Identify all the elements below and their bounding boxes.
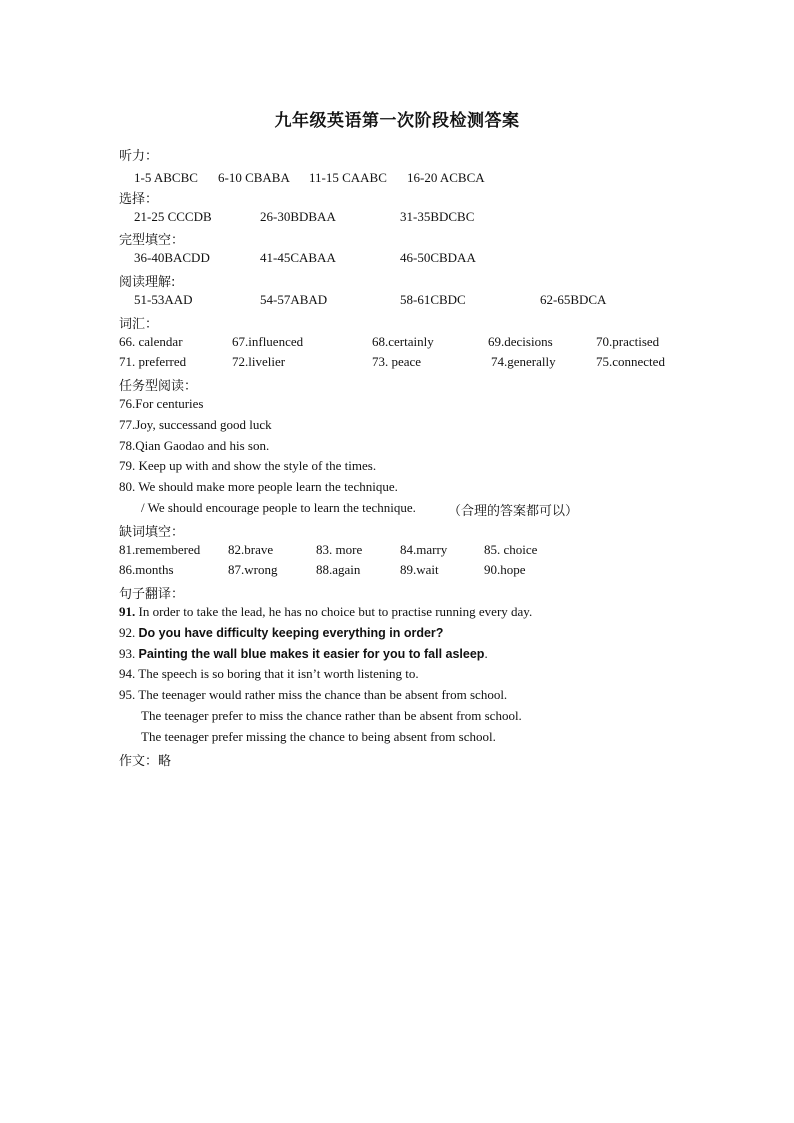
translation-answer-95-alt1: The teenager prefer to miss the chance rather than be absent from school.: [141, 708, 522, 723]
blank-answer-87: 87.wrong: [228, 562, 278, 577]
translation-text-91: In order to take the lead, he has no choice but to practise running every day.: [135, 604, 533, 619]
cloze-answer-3: 46-50CBDAA: [400, 250, 476, 265]
translation-text-92: Do you have difficulty keeping everything in order?: [138, 626, 444, 640]
vocab-heading: 词汇：: [119, 317, 159, 332]
blank-answer-85: 85. choice: [484, 542, 538, 557]
vocab-answer-66: 66. calendar: [119, 334, 183, 349]
reading-heading: 阅读理解:: [119, 275, 176, 290]
translation-answer-93: [119, 646, 488, 662]
vocab-answer-72: 72.livelier: [232, 354, 286, 369]
reading-answer-3: 58-61CBDC: [400, 292, 466, 307]
listening-heading: 听力：: [119, 149, 159, 164]
listening-answer-3: 11-15 CAABC: [309, 170, 387, 185]
reading-answer-2: 54-57ABAD: [260, 292, 328, 307]
listening-answer-2: 6-10 CBABA: [218, 170, 290, 185]
cloze-answer-2: 41-45CABAA: [260, 250, 336, 265]
choice-heading: 选择：: [119, 192, 159, 207]
blank-answer-84: 84.marry: [400, 542, 448, 557]
translation-number-93: 93.: [119, 646, 136, 661]
task-answer-77: 77.Joy, successand good luck: [119, 417, 272, 432]
translation-answer-95: 95. The teenager would rather miss the chance than be absent from school.: [119, 687, 508, 702]
vocab-answer-70: 70.practised: [596, 334, 660, 349]
task-answer-80: 80. We should make more people learn the technique.: [119, 479, 398, 494]
translation-number-92: 92.: [119, 625, 136, 640]
reading-answer-4: 62-65BDCA: [540, 292, 607, 307]
translation-answer-91: [119, 604, 532, 620]
blank-answer-83: 83. more: [316, 542, 363, 557]
blank-answer-82: 82.brave: [228, 542, 274, 557]
choice-answer-2: 26-30BDBAA: [260, 209, 336, 224]
essay-heading: 作文：略: [119, 754, 172, 769]
vocab-answer-75: 75.connected: [596, 354, 665, 369]
task-answer-78: 78.Qian Gaodao and his son.: [119, 438, 270, 453]
translation-number-91: 91.: [119, 604, 136, 619]
blank-answer-89: 89.wait: [400, 562, 439, 577]
cloze-answer-1: 36-40BACDD: [134, 250, 210, 265]
translation-answer-92: [119, 625, 443, 641]
vocab-answer-73: 73. peace: [372, 354, 422, 369]
listening-answer-1: 1-5 ABCBC: [134, 170, 198, 185]
blank-heading: 缺词填空：: [119, 525, 185, 540]
listening-answer-4: 16-20 ACBCA: [407, 170, 485, 185]
choice-answer-1: 21-25 CCCDB: [134, 209, 212, 224]
blank-answer-81: 81.remembered: [119, 542, 201, 557]
task-answer-79: 79. Keep up with and show the style of the times.: [119, 458, 377, 473]
blank-answer-90: 90.hope: [484, 562, 526, 577]
translation-answer-95-alt2: The teenager prefer missing the chance to being absent from school.: [141, 729, 496, 744]
task-answer-80-alt: / We should encourage people to learn the technique.: [141, 500, 416, 515]
choice-answer-3: 31-35BDCBC: [400, 209, 475, 224]
translation-answer-94: 94. The speech is so boring that it isn’t worth listening to.: [119, 666, 419, 681]
translation-end-93: .: [484, 646, 488, 661]
translation-heading: 句子翻译：: [119, 587, 185, 602]
page-title: 九年级英语第一次阶段检测答案: [274, 111, 520, 131]
blank-answer-88: 88.again: [316, 562, 361, 577]
vocab-answer-69: 69.decisions: [488, 334, 553, 349]
task-answer-76: 76.For centuries: [119, 396, 204, 411]
task-reading-heading: 任务型阅读：: [119, 379, 198, 394]
vocab-answer-74: 74.generally: [491, 354, 556, 369]
blank-answer-86: 86.months: [119, 562, 174, 577]
reading-answer-1: 51-53AAD: [134, 292, 193, 307]
cloze-heading: 完型填空：: [119, 233, 185, 248]
vocab-answer-68: 68.certainly: [372, 334, 434, 349]
vocab-answer-71: 71. preferred: [119, 354, 187, 369]
translation-text-93: Painting the wall blue makes it easier for you to fall asleep: [138, 647, 485, 661]
task-answer-note: （合理的答案都可以）: [448, 504, 579, 519]
vocab-answer-67: 67.influenced: [232, 334, 304, 349]
